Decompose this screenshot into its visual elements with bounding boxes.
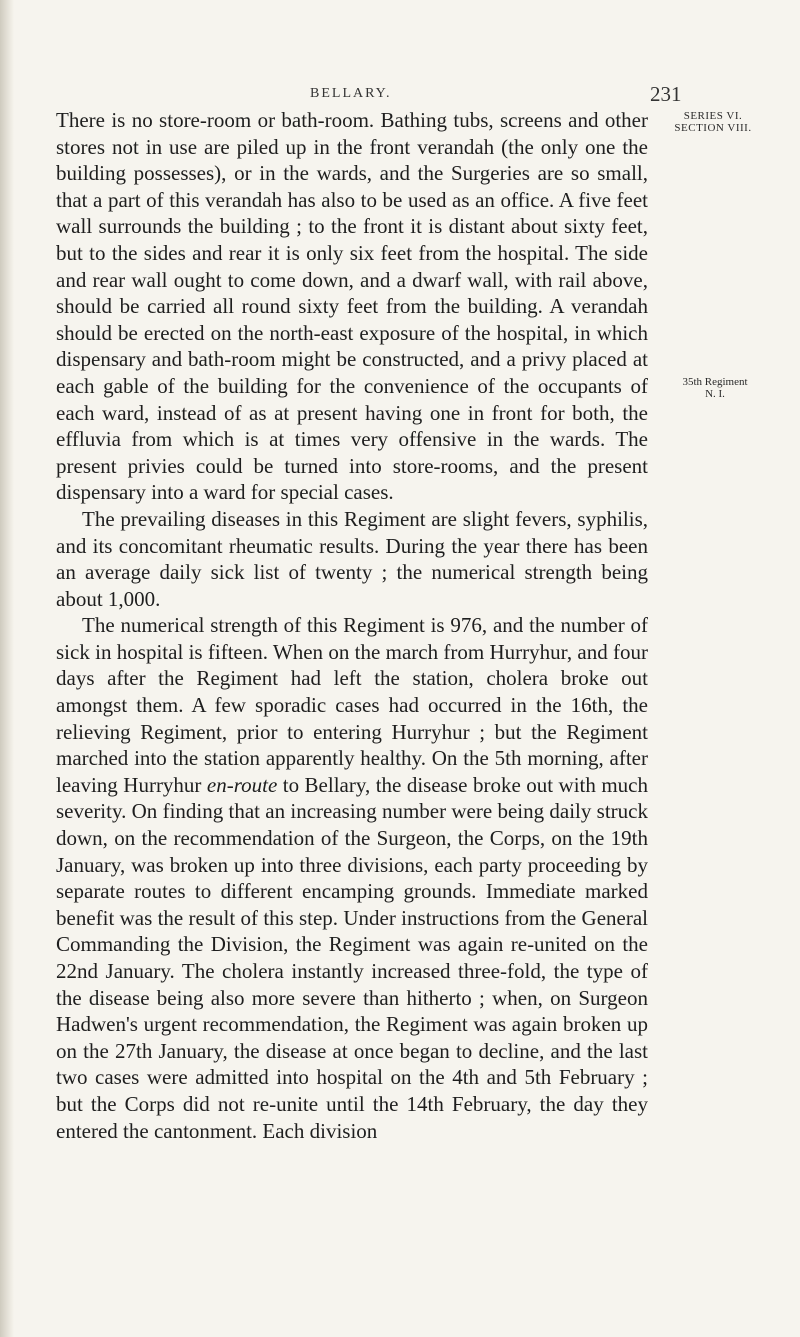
page-number: 231 [650, 82, 682, 106]
margin-note-series [658, 110, 768, 134]
margin-note-series-line1: SERIES VI. [683, 110, 743, 122]
body-text [56, 107, 648, 1144]
paragraph-prevailing-diseases: The prevailing diseases in this Regiment are slight fevers, syphilis, and its concomitant rheumatic results. During the year there has been an average daily sick list of twenty ; the numerical strength being about 1,000. [56, 506, 648, 611]
paragraph-hospital-description: There is no store-room or bath-room. Bathing tubs, screens and other stores not in use are piled up in the front verandah (the only one the building possesses), or in the wards, and the Surgeries are so small, that a part of this verandah has also to be used as an office. A five feet wall surrounds the building ; to the front it is distant about sixty feet, but to the sides and rear it is only six feet from the hospital. The side and rear wall ought to come down, and a dwarf wall, with rail above, should be carried all round sixty feet from the building. A verandah should be erected on the north-east exposure of the hospital, in which dispensary and bath-room might be constructed, and a privy placed at each gable of the building for the convenience of the occupants of each ward, instead of as at present having one in front for both, the effluvia from which is at times very offensive in the wards. The present privies could be turned into store-rooms, and the present dispensary into a ward for special cases. [56, 108, 648, 505]
margin-note-series-line2: SECTION VIII. [674, 122, 752, 134]
page-gutter-shadow [0, 0, 14, 1337]
running-head: BELLARY. [310, 86, 392, 101]
margin-note-regiment-line2: N. I. [705, 388, 725, 400]
margin-note-regiment-line1: 35th Regiment [682, 376, 748, 388]
paragraph-cholera-account: The numerical strength of this Regiment is 976, and the number of sick in hospital is fifteen. When on the march from Hurryhur, and four days after the Regiment had left the station, cholera broke out amongst them. A few sporadic cases had occurred in the 16th, the relieving Regiment, prior to entering Hurryhur ; but the Regiment marched into the station apparently healthy. On the 5th morning, after leaving Hurryhur en-route to Bellary, the disease broke out with much severity. On finding that an increasing number were being daily struck down, on the recommendation of the Surgeon, the Corps, on the 19th January, was broken up into three divisions, each party proceeding by separate routes to different encamping grounds. Immediate marked benefit was the result of this step. Under instructions from the General Commanding the Division, the Regiment was again re-united on the 22nd January. The cholera instantly increased three-fold, the type of the disease being also more severe than hitherto ; when, on Surgeon Hadwen's urgent recommendation, the Regiment was again broken up on the 27th January, the disease at once began to decline, and the last two cases were admitted into hospital on the 4th and 5th February ; but the Corps did not re-unite until the 14th February, the day they entered the cantonment. Each division [56, 613, 648, 1143]
margin-note-regiment [660, 376, 770, 400]
italic-en-route: en-route [206, 772, 278, 797]
